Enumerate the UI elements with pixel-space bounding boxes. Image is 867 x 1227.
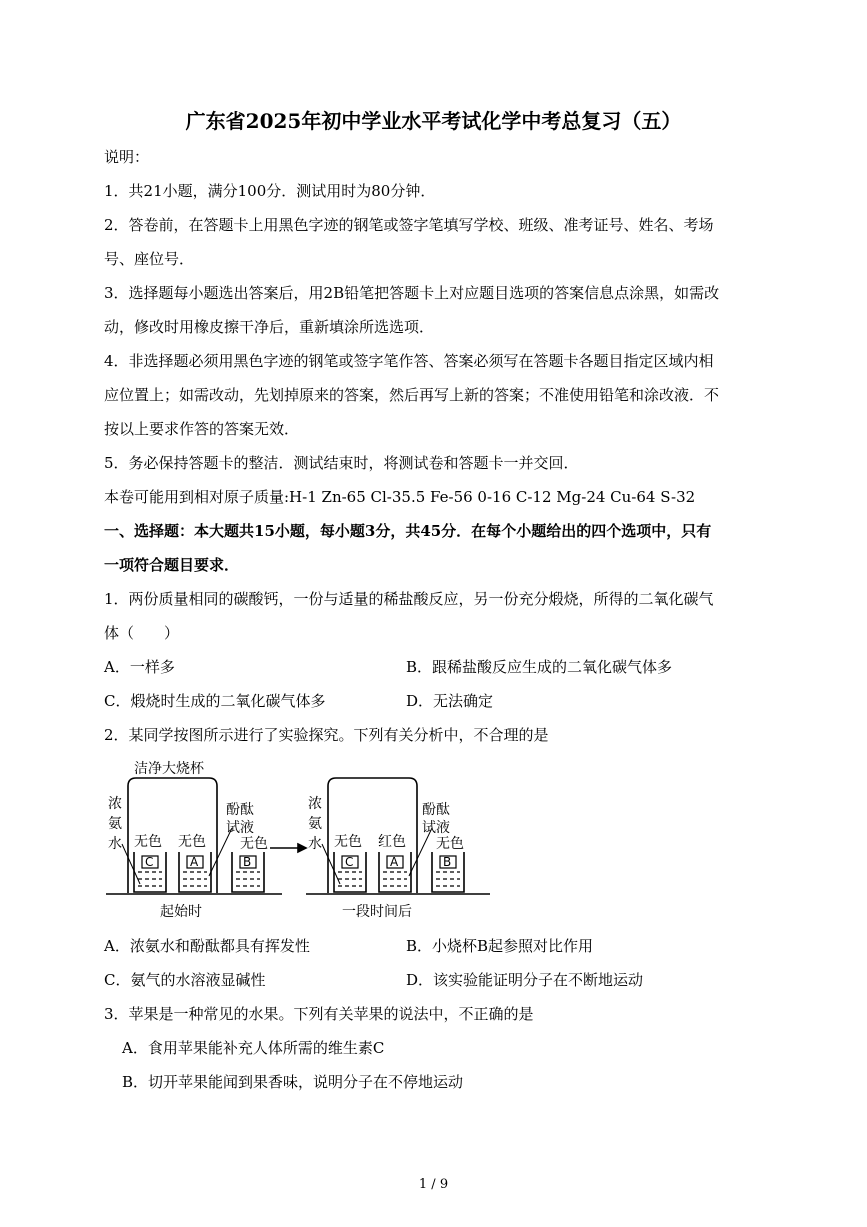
instruction-line: 2．答卷前，在答题卡上用黑色字迹的钢笔或签字笔填写学校、班级、准考证号、姓名、考场 bbox=[104, 216, 714, 234]
question-1-stem: 体（ ） bbox=[104, 624, 180, 642]
label-big-beaker: 洁净大烧杯 bbox=[134, 761, 204, 777]
label-colorless-c: 无色 bbox=[334, 834, 362, 850]
question-1-option-c: C．煅烧时生成的二氧化碳气体多 bbox=[104, 692, 326, 710]
label-ammonia: 浓 bbox=[308, 796, 322, 812]
beaker-label-b: B bbox=[443, 855, 452, 869]
label-phenol: 酚酞 bbox=[422, 802, 450, 818]
experiment-figure bbox=[104, 756, 494, 926]
section-heading: 一、选择题：本大题共15小题，每小题3分，共45分．在每个小题给出的四个选项中，只有 bbox=[104, 522, 712, 540]
beaker-label-c: C bbox=[145, 855, 154, 869]
question-1-option-d: D．无法确定 bbox=[406, 692, 494, 710]
label-colorless-c: 无色 bbox=[134, 834, 162, 850]
instruction-line: 5．务必保持答题卡的整洁．测试结束时，将测试卷和答题卡一并交回． bbox=[104, 454, 579, 472]
question-3-stem: 3．苹果是一种常见的水果。下列有关苹果的说法中，不正确的是 bbox=[104, 1005, 534, 1023]
instruction-line: 应位置上；如需改动，先划掉原来的答案，然后再写上新的答案；不准使用铅笔和涂改液．不 bbox=[104, 386, 720, 404]
label-colorless-b: 无色 bbox=[436, 836, 464, 852]
instruction-line: 动，修改时用橡皮擦干净后，重新填涂所选选项． bbox=[104, 318, 435, 336]
beaker-label-a: A bbox=[390, 855, 399, 869]
label-later: 一段时间后 bbox=[342, 904, 412, 920]
label-ammonia: 氨 bbox=[308, 816, 322, 832]
arrow-head-icon bbox=[298, 844, 306, 852]
question-3-option-a: A．食用苹果能补充人体所需的维生素C bbox=[122, 1039, 385, 1057]
beaker-label-c: C bbox=[345, 855, 354, 869]
instruction-line: 号、座位号． bbox=[104, 250, 195, 268]
section-heading: 一项符合题目要求． bbox=[104, 556, 240, 574]
label-colorless-a: 无色 bbox=[178, 834, 206, 850]
question-1-option-b: B．跟稀盐酸反应生成的二氧化碳气体多 bbox=[406, 658, 673, 676]
question-3-option-b: B．切开苹果能闻到果香味，说明分子在不停地运动 bbox=[122, 1073, 464, 1091]
label-start: 起始时 bbox=[160, 904, 202, 920]
question-2-stem: 2．某同学按图所示进行了实验探究。下列有关分析中，不合理的是 bbox=[104, 726, 549, 744]
label-ammonia: 氨 bbox=[108, 816, 122, 832]
question-1-stem: 1．两份质量相同的碳酸钙，一份与适量的稀盐酸反应，另一份充分煅烧，所得的二氧化碳气 bbox=[104, 590, 714, 608]
instruction-line: 3．选择题每小题选出答案后，用2B铅笔把答题卡上对应题目选项的答案信息点涂黑，如需改 bbox=[104, 284, 720, 302]
question-2-option-c: C．氨气的水溶液显碱性 bbox=[104, 971, 266, 989]
beaker-label-b: B bbox=[243, 855, 252, 869]
question-2-option-a: A．浓氨水和酚酞都具有挥发性 bbox=[104, 937, 310, 955]
label-phenol: 试液 bbox=[226, 820, 254, 836]
beaker-label-a: A bbox=[190, 855, 199, 869]
question-2-option-d: D．该实验能证明分子在不断地运动 bbox=[406, 971, 644, 989]
page-title: 广东省2025年初中学业水平考试化学中考总复习（五） bbox=[185, 109, 682, 133]
question-1-option-a: A．一样多 bbox=[104, 658, 175, 676]
question-2-option-b: B．小烧杯B起参照对比作用 bbox=[406, 937, 594, 955]
label-ammonia: 水 bbox=[108, 836, 122, 852]
instructions-heading: 说明： bbox=[104, 148, 150, 166]
instruction-line: 按以上要求作答的答案无效． bbox=[104, 420, 300, 438]
label-phenol: 试液 bbox=[422, 820, 450, 836]
label-red-a: 红色 bbox=[378, 834, 406, 850]
page-number: 1 / 9 bbox=[418, 1177, 449, 1192]
label-ammonia: 浓 bbox=[108, 796, 122, 812]
label-phenol: 酚酞 bbox=[226, 802, 254, 818]
label-colorless-b: 无色 bbox=[240, 836, 268, 852]
label-ammonia: 水 bbox=[308, 836, 322, 852]
instruction-line: 4．非选择题必须用黑色字迹的钢笔或签字笔作答、答案必须写在答题卡各题目指定区域内相 bbox=[104, 352, 714, 370]
atomic-masses: 本卷可能用到相对原子质量:H-1 Zn-65 Cl-35.5 Fe-56 0-16 C-12 Mg-24 Cu-64 S-32 bbox=[104, 488, 696, 506]
instruction-line: 1．共21小题，满分100分．测试用时为80分钟． bbox=[104, 182, 436, 200]
